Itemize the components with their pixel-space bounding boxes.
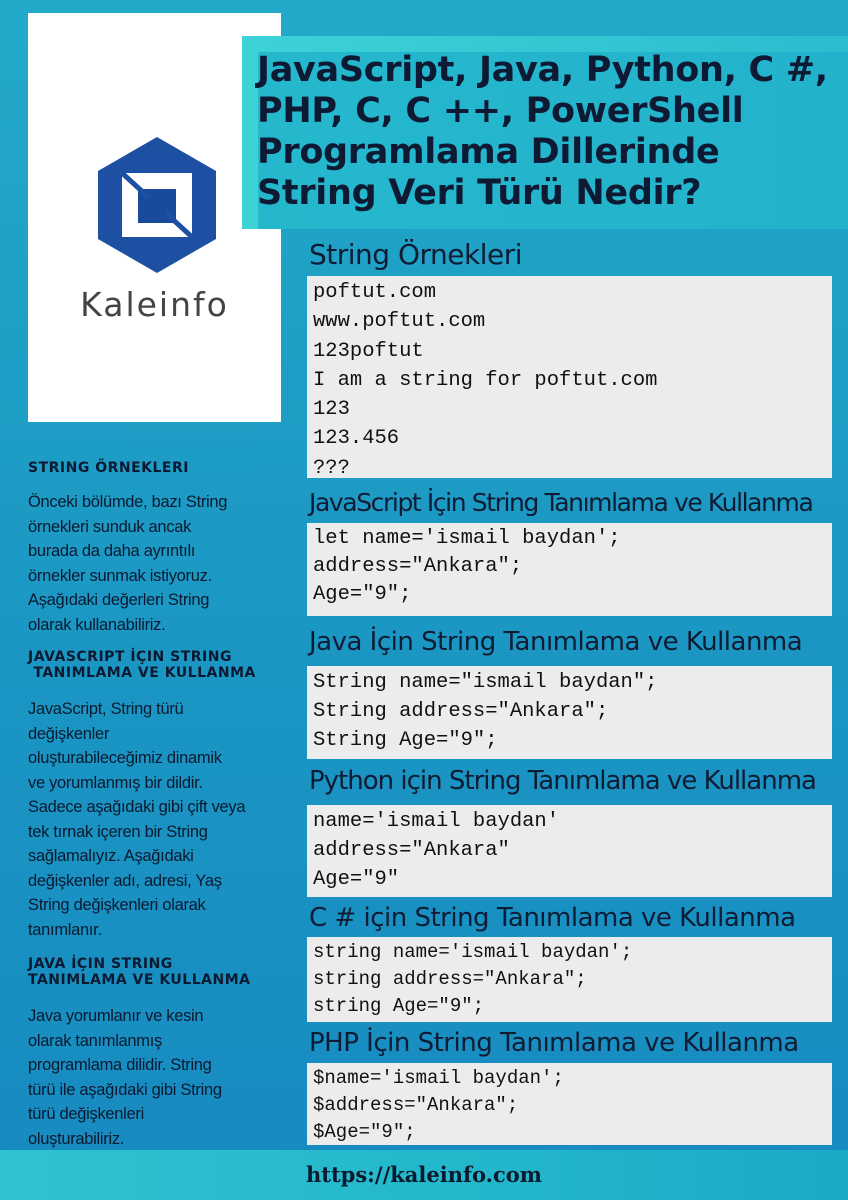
left-heading-line: TANIMLAMA VE KULLANMA [28, 665, 256, 681]
code-line: 123.456 [313, 427, 400, 451]
left-heading [28, 649, 280, 681]
code-line: address="Ankara" [313, 839, 510, 862]
left-paragraph-line: değişkenler [28, 724, 110, 743]
left-paragraph-line: Aşağıdaki değerleri String [28, 591, 210, 609]
section-title-python: Python için String Tanımlama ve Kullanma [309, 766, 816, 796]
left-paragraph-line: burada da daha ayrıntılı [28, 542, 196, 560]
code-line: ??? [313, 456, 350, 480]
left-paragraph-line: String değişkenleri olarak [28, 896, 206, 914]
left-paragraph-line: türü ile aşağıdaki gibi String [28, 1080, 222, 1099]
code-line: $address="Ankara"; [313, 1094, 519, 1116]
left-paragraph-line: tanımlanır. [28, 920, 102, 939]
code-line: String name="ismail baydan"; [313, 671, 658, 694]
code-line: string address="Ankara"; [313, 968, 587, 990]
left-paragraph-line: programlama dilidir. String [28, 1056, 212, 1074]
code-box-php [307, 1063, 832, 1145]
left-section-string-examples [28, 460, 280, 637]
logo-wordmark: Kaleinfo [80, 285, 229, 324]
code-line: string name='ismail baydan'; [313, 941, 633, 963]
left-heading-line: TANIMLAMA VE KULLANMA [28, 972, 251, 988]
code-line: I am a string for poftut.com [313, 368, 658, 392]
footer-bar [0, 1150, 848, 1200]
title-line: PHP, C, C ++, PowerShell [257, 91, 744, 131]
code-line: www.poftut.com [313, 310, 486, 334]
title-line: JavaScript, Java, Python, C #, [257, 50, 828, 90]
left-paragraph-line: sağlamalıyız. Aşağıdaki [28, 847, 194, 865]
left-heading [28, 956, 280, 988]
code-line: $name='ismail baydan'; [313, 1067, 564, 1089]
code-line: poftut.com [313, 281, 437, 304]
left-paragraph [28, 490, 280, 637]
code-line: let name='ismail baydan'; [313, 527, 621, 550]
left-paragraph-line: Sadece aşağıdaki gibi çift veya [28, 798, 246, 816]
left-paragraph-line: olarak kullanabiliriz. [28, 615, 166, 634]
left-paragraph-line: değişkenler adı, adresi, Yaş [28, 871, 222, 890]
left-section-java [28, 956, 280, 1151]
footer-url-link[interactable]: https://kaleinfo.com [305, 1162, 542, 1187]
left-paragraph [28, 697, 280, 942]
code-box-string-examples [307, 276, 832, 478]
code-line: String address="Ankara"; [313, 700, 609, 723]
left-heading [28, 460, 280, 476]
code-box-javascript [307, 523, 832, 616]
section-title-csharp: C # için String Tanımlama ve Kullanma [309, 903, 796, 933]
section-title-java: Java İçin String Tanımlama ve Kullanma [309, 627, 803, 657]
section-title-string-examples: String Örnekleri [309, 238, 523, 271]
left-heading-line: JAVA İÇIN STRING [28, 956, 173, 972]
code-line: String Age="9"; [313, 729, 498, 752]
left-paragraph-line: Java yorumlanır ve kesin [28, 1007, 204, 1025]
code-line: 123poftut [313, 339, 424, 363]
code-line: 123 [313, 398, 350, 422]
left-paragraph-line: örnekleri sunduk ancak [28, 517, 192, 536]
left-heading-line: JAVASCRIPT İÇIN STRING [28, 649, 232, 665]
code-box-csharp [307, 937, 832, 1022]
code-line: string Age="9"; [313, 995, 485, 1017]
kaleinfo-logo-icon [94, 135, 220, 275]
section-title-php: PHP İçin String Tanımlama ve Kullanma [309, 1028, 799, 1058]
left-section-javascript [28, 649, 280, 942]
page-title [257, 50, 845, 214]
title-line: String Veri Türü Nedir? [257, 173, 702, 213]
title-line: Programlama Dillerinde [257, 132, 720, 172]
code-line: Age="9" [313, 868, 400, 891]
left-heading-line: STRING ÖRNEKLERI [28, 460, 189, 476]
code-line: Age="9"; [313, 583, 412, 606]
left-paragraph-line: türü değişkenleri [28, 1105, 144, 1123]
code-line: name='ismail baydan' [313, 810, 560, 833]
section-title-javascript: JavaScript İçin String Tanımlama ve Kullanma [309, 488, 813, 517]
code-line: $Age="9"; [313, 1121, 416, 1143]
code-line: address="Ankara"; [313, 555, 523, 578]
left-paragraph-line: olarak tanımlanmış [28, 1031, 162, 1050]
code-box-python [307, 805, 832, 897]
left-paragraph-line: ve yorumlanmış bir dildir. [28, 773, 203, 792]
left-paragraph [28, 1004, 280, 1151]
left-paragraph-line: oluşturabileceğimiz dinamik [28, 749, 222, 767]
left-paragraph-line: örnekler sunmak istiyoruz. [28, 566, 212, 585]
code-box-java [307, 666, 832, 759]
left-paragraph-line: oluşturabiliriz. [28, 1129, 125, 1148]
left-paragraph-line: tek tırnak içeren bir String [28, 822, 208, 841]
left-paragraph-line: Önceki bölümde, bazı String [28, 493, 228, 511]
left-paragraph-line: JavaScript, String türü [28, 700, 184, 718]
